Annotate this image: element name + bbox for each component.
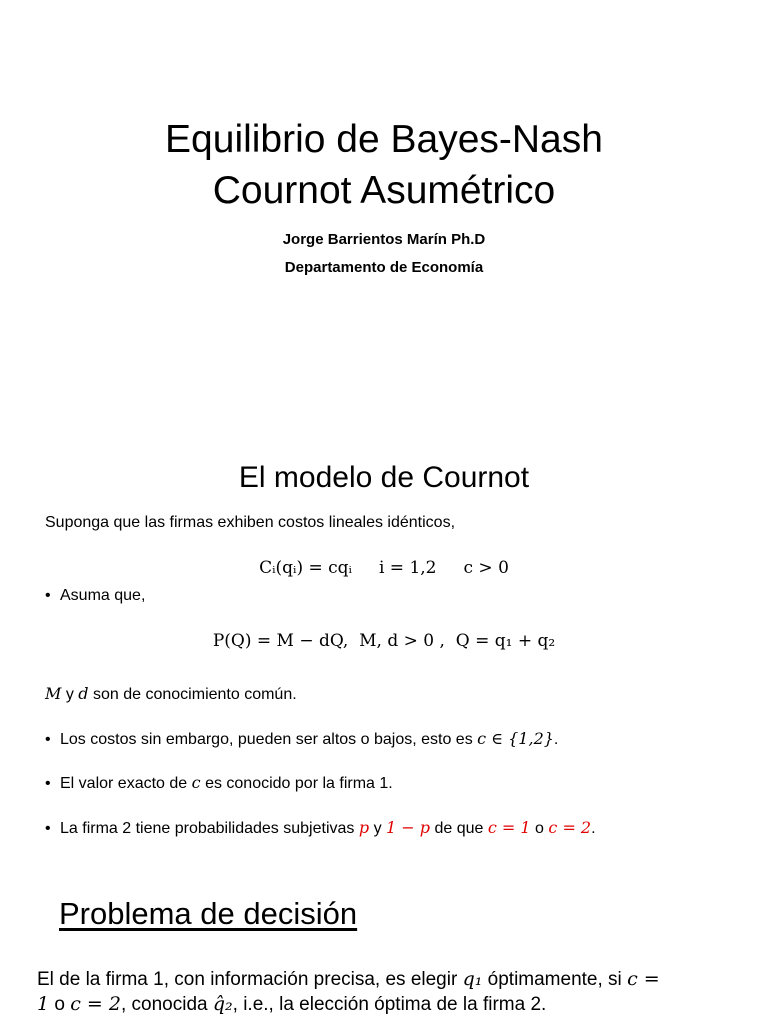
math-c-eq: c = bbox=[627, 968, 660, 990]
math-q1: q₁ bbox=[462, 968, 483, 990]
decision-line-2 bbox=[37, 992, 727, 1017]
bullet-prob-text-1: La firma 2 tiene probabilidades subjetivas bbox=[60, 820, 355, 837]
slide-title-line-1: Equilibrio de Bayes-Nash bbox=[165, 118, 603, 161]
math-p: p bbox=[358, 818, 370, 837]
math-one-minus-p: 1 − p bbox=[386, 818, 431, 837]
decision-line-1 bbox=[37, 967, 727, 992]
title-slide bbox=[0, 0, 768, 440]
math-c-eq-2: c = 2 bbox=[70, 993, 121, 1015]
intro-text: Suponga que las firmas exhiben costos lineales idénticos, bbox=[45, 514, 456, 531]
conj-y: y bbox=[65, 686, 74, 703]
bullet-probabilities bbox=[45, 817, 596, 840]
cournot-heading: El modelo de Cournot bbox=[238, 461, 530, 494]
bullet-costs-end: . bbox=[553, 731, 559, 748]
bullet-dot: • bbox=[45, 587, 51, 604]
math-c-equals-1: c = 1 bbox=[487, 818, 531, 837]
conj-o: o bbox=[535, 820, 544, 837]
math-one: 1 bbox=[37, 993, 50, 1015]
math-c-equals-2: c = 2 bbox=[548, 818, 592, 837]
bullet-dot: • bbox=[45, 775, 51, 792]
math-q2-hat: q̂₂ bbox=[212, 993, 233, 1015]
bullet-prob-end: . bbox=[591, 820, 596, 837]
cost-equation: Cᵢ(qᵢ) = cqᵢ i = 1,2 c > 0 bbox=[259, 558, 509, 578]
bullet-exact-text-2: es conocido por la firma 1. bbox=[205, 775, 393, 792]
department-name: Departamento de Economía bbox=[284, 259, 484, 276]
conj-y-2: y bbox=[373, 820, 382, 837]
math-d: d bbox=[78, 684, 89, 703]
bullet-costs-text: Los costos sin embargo, pueden ser altos o bajos, esto es bbox=[60, 731, 473, 748]
decision-paragraph bbox=[37, 967, 727, 1017]
math-m: M bbox=[45, 684, 62, 703]
bullet-exact-value bbox=[45, 772, 393, 795]
author-name: Jorge Barrientos Marín Ph.D bbox=[282, 231, 486, 248]
bullet-costs bbox=[45, 728, 558, 751]
math-c-set: c ∈ {1,2} bbox=[477, 729, 554, 748]
common-knowledge-text bbox=[45, 683, 297, 706]
slide-title-line-2: Cournot Asumétrico bbox=[212, 169, 556, 212]
conj-o-2: o bbox=[54, 994, 65, 1015]
bullet-exact-text-1: El valor exacto de bbox=[60, 775, 188, 792]
decision-line2-text: , conocida bbox=[120, 994, 208, 1015]
bullet-prob-text-2: de que bbox=[434, 820, 484, 837]
math-c: c bbox=[191, 773, 201, 792]
decision-line1-text: El de la firma 1, con información precisa, es elegir bbox=[37, 969, 458, 990]
bullet-asuma bbox=[45, 585, 145, 607]
decision-line2-end: , i.e., la elección óptima de la firma 2. bbox=[232, 994, 547, 1015]
bullet-dot: • bbox=[45, 820, 51, 837]
demand-equation: P(Q) = M − dQ, M, d > 0 , Q = q₁ + q₂ bbox=[212, 631, 556, 651]
common-knowledge-rest: son de conocimiento común. bbox=[93, 686, 297, 703]
bullet-dot: • bbox=[45, 731, 51, 748]
decision-line1-mid: óptimamente, si bbox=[487, 969, 622, 990]
decision-heading: Problema de decisión bbox=[59, 896, 358, 931]
bullet-asuma-text: Asuma que, bbox=[60, 587, 146, 604]
